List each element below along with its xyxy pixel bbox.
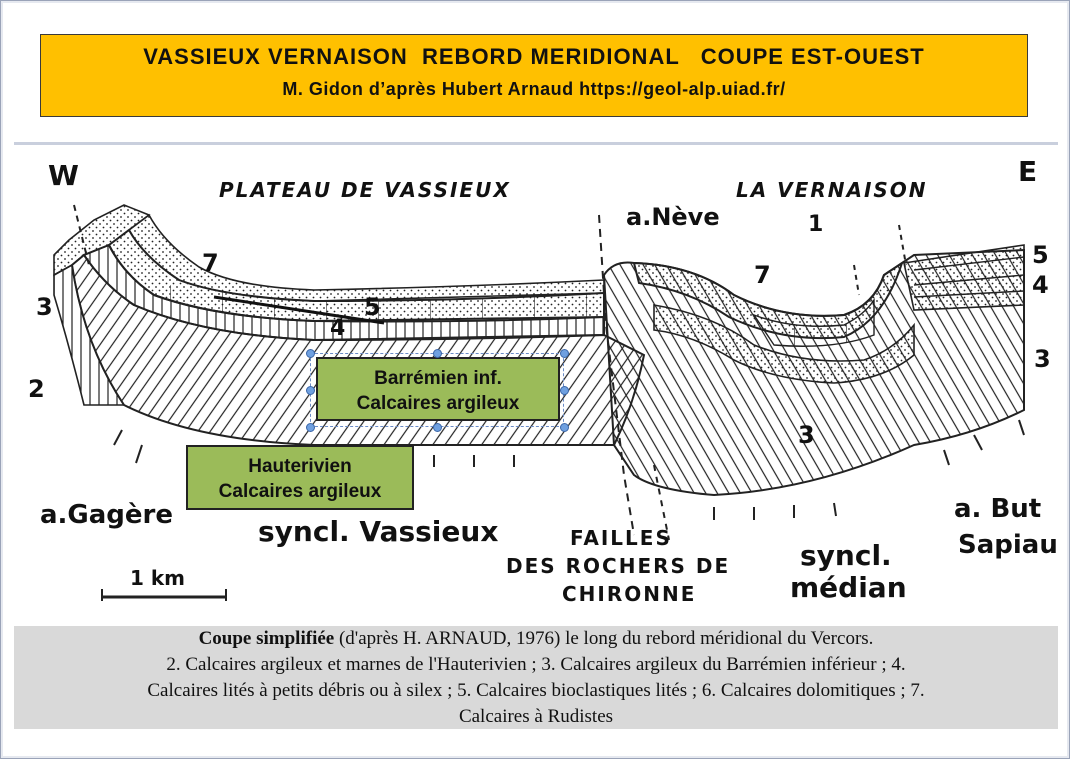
resize-handle-nw[interactable] <box>306 349 315 358</box>
label-barremien-line2: Calcaires argileux <box>356 393 520 414</box>
label-syncl-vassieux: syncl. Vassieux <box>258 515 499 548</box>
resize-handle-n[interactable] <box>433 349 442 358</box>
label-gagere: a.Gagère <box>40 500 174 530</box>
label-scale: 1 km <box>130 566 186 590</box>
layer-num-w7: 7 <box>202 249 219 277</box>
resize-handle-e[interactable] <box>560 386 569 395</box>
page-subtitle: M. Gidon d’après Hubert Arnaud https://geol-alp.uiad.fr/ <box>282 79 786 99</box>
layer-num-e3: 3 <box>1034 345 1051 373</box>
layer-num-e4: 4 <box>1032 271 1049 299</box>
label-failles-2: DES ROCHERS DE <box>506 554 731 578</box>
selection-outline <box>310 353 564 427</box>
resize-handle-w[interactable] <box>306 386 315 395</box>
layer-num-w4: 4 <box>330 316 346 341</box>
layer-num-c3: 3 <box>798 421 815 449</box>
layer-num-w3: 3 <box>36 293 53 321</box>
label-but: a. But <box>954 494 1042 524</box>
caption-bold: Coupe simplifiée <box>198 628 335 649</box>
label-syncl-median-2: médian <box>790 571 907 604</box>
label-hauterivien-line2: Calcaires argileux <box>218 481 382 502</box>
resize-handle-sw[interactable] <box>306 423 315 432</box>
label-west: W <box>48 159 79 192</box>
caption-line1-rest: (d'après H. ARNAUD, 1976) le long du rebord méridional du Vercors. <box>334 628 874 649</box>
title-banner <box>40 34 1028 117</box>
label-box-hauterivien[interactable] <box>186 445 414 510</box>
caption-line1 <box>14 626 1058 652</box>
caption-line3: Calcaires lités à petits débris ou à silex ; 5. Calcaires bioclastiques lités ; 6. Calcaires dolomitiques ; 7. <box>147 680 925 701</box>
label-vernaison: LA VERNAISON <box>736 178 928 202</box>
layer-num-m7: 7 <box>754 261 771 289</box>
label-hauterivien-line1: Hauterivien <box>248 456 352 477</box>
caption-line4: Calcaires à Rudistes <box>458 706 614 727</box>
label-east: E <box>1018 155 1038 188</box>
page-title: VASSIEUX VERNAISON REBORD MERIDIONAL COUPE EST-OUEST <box>143 44 925 69</box>
resize-handle-se[interactable] <box>560 423 569 432</box>
cross-section-figure <box>14 142 1058 629</box>
scale-bar <box>102 589 226 601</box>
label-failles-1: FAILLES <box>570 526 672 550</box>
layer-num-w2: 2 <box>28 375 45 403</box>
label-failles-3: CHIRONNE <box>562 582 697 606</box>
caption-line2: 2. Calcaires argileux et marnes de l'Hauterivien ; 3. Calcaires argileux du Barrémien inférieur ; 4. <box>166 654 906 675</box>
label-sapiau: Sapiau <box>958 530 1058 560</box>
label-barremien-line1: Barrémien inf. <box>374 368 502 389</box>
layer-num-e5: 5 <box>1032 241 1049 269</box>
resize-handle-s[interactable] <box>433 423 442 432</box>
resize-handle-ne[interactable] <box>560 349 569 358</box>
layer-num-e1: 1 <box>808 212 824 237</box>
label-neve: a.Nève <box>626 203 720 231</box>
figure-caption <box>14 626 1058 729</box>
label-plateau: PLATEAU DE VASSIEUX <box>219 178 511 202</box>
layer-num-w5: 5 <box>364 293 381 321</box>
label-syncl-median-1: syncl. <box>800 539 892 572</box>
